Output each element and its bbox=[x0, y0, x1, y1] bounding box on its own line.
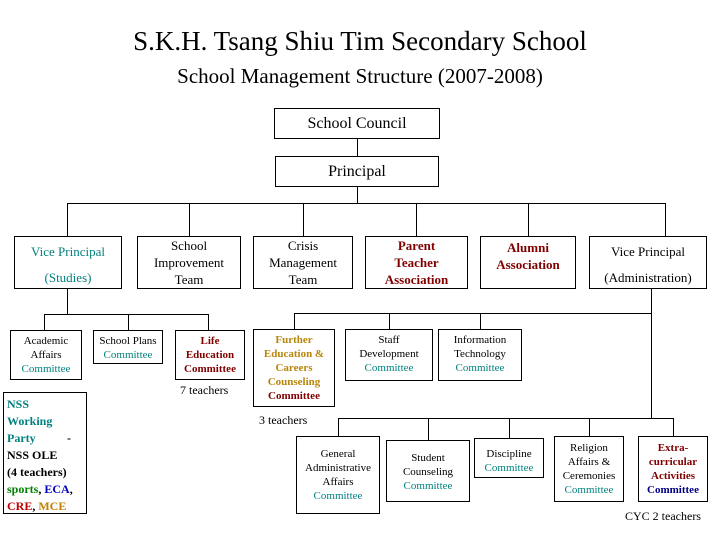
vp-studies-horizontal bbox=[44, 314, 208, 315]
nss-ole-line: NSS OLE bbox=[7, 448, 58, 462]
principal-label: Principal bbox=[328, 162, 386, 180]
alumni-label: Alumni Association bbox=[496, 240, 560, 272]
principal-box[interactable] bbox=[275, 156, 439, 187]
discipline-committee[interactable] bbox=[474, 438, 544, 478]
vp-admin-vertical bbox=[651, 289, 652, 419]
further-education-suffix: Committee bbox=[268, 390, 320, 402]
nss-teachers-line: (4 teachers) bbox=[7, 465, 67, 479]
student-counseling-committee[interactable] bbox=[386, 440, 470, 502]
nss-activities-line2 bbox=[7, 498, 83, 515]
drop-discipline bbox=[509, 418, 510, 438]
school-plans-suffix: Committee bbox=[103, 349, 153, 361]
drop-extracurricular bbox=[673, 418, 674, 436]
vp-admin-box[interactable] bbox=[589, 236, 707, 289]
school-council-box[interactable] bbox=[274, 108, 440, 139]
school-improvement-box[interactable] bbox=[137, 236, 241, 289]
life-education-suffix: Committee bbox=[184, 363, 236, 375]
further-education-label: Further Education & Careers Counseling bbox=[263, 334, 325, 388]
vp-studies-title: Vice Principal bbox=[31, 244, 105, 260]
vp-admin-title: Vice Principal bbox=[611, 244, 685, 260]
academic-affairs-committee[interactable] bbox=[10, 330, 82, 380]
nss-sep1: , bbox=[38, 482, 45, 496]
drop-staff-development bbox=[389, 313, 390, 329]
pta-label: Parent Teacher Association bbox=[384, 238, 449, 287]
alumni-box[interactable] bbox=[480, 236, 576, 289]
academic-affairs-suffix: Committee bbox=[21, 363, 71, 375]
it-label: Information Technology bbox=[453, 334, 507, 360]
level2-horizontal-line bbox=[67, 203, 665, 204]
nss-sep3: , bbox=[32, 499, 39, 513]
nss-line1: NSS bbox=[7, 397, 30, 411]
crisis-management-label: Crisis Management Team bbox=[269, 238, 337, 287]
nss-sports: sports bbox=[7, 482, 39, 496]
cyc-teachers-note: CYC 2 teachers bbox=[625, 509, 701, 523]
nss-working-party-box[interactable] bbox=[3, 392, 87, 514]
page-subtitle: School Management Structure (2007-2008) bbox=[177, 64, 543, 88]
life-education-teachers-note: 7 teachers bbox=[180, 383, 229, 397]
crisis-management-box[interactable] bbox=[253, 236, 353, 289]
vp-studies-box[interactable] bbox=[14, 236, 122, 289]
school-improvement-label: School Improvement Team bbox=[153, 238, 225, 287]
staff-development-committee[interactable] bbox=[345, 329, 433, 381]
discipline-suffix: Committee bbox=[484, 462, 534, 474]
it-committee[interactable] bbox=[438, 329, 522, 381]
drop-vp-studies bbox=[67, 203, 68, 236]
religion-committee[interactable] bbox=[554, 436, 624, 502]
pta-box[interactable] bbox=[365, 236, 468, 289]
vp-studies-drop bbox=[67, 289, 68, 314]
general-admin-label: General Administrative Affairs bbox=[305, 448, 371, 488]
extracurricular-label: Extra-curricular Activities bbox=[648, 442, 698, 482]
drop-student-counseling bbox=[428, 418, 429, 440]
nss-sep2: , bbox=[69, 482, 73, 496]
nss-line3 bbox=[7, 430, 83, 447]
life-education-committee[interactable] bbox=[175, 330, 245, 380]
general-admin-suffix: Committee bbox=[313, 490, 363, 502]
it-suffix: Committee bbox=[455, 362, 505, 374]
drop-academic bbox=[44, 314, 45, 330]
extracurricular-suffix: Committee bbox=[647, 484, 699, 496]
staff-development-label: Staff Development bbox=[359, 334, 419, 360]
drop-religion bbox=[589, 418, 590, 436]
religion-label: Religion Affairs & Ceremonies bbox=[562, 442, 616, 482]
drop-it bbox=[480, 313, 481, 329]
nss-line3-text: Party bbox=[7, 431, 36, 445]
school-plans-committee[interactable] bbox=[93, 330, 163, 364]
nss-mce: MCE bbox=[38, 499, 67, 513]
drop-pta bbox=[416, 203, 417, 236]
drop-school-improvement bbox=[189, 203, 190, 236]
drop-crisis bbox=[303, 203, 304, 236]
staff-development-suffix: Committee bbox=[364, 362, 414, 374]
religion-suffix: Committee bbox=[564, 484, 614, 496]
connector-principal-down bbox=[357, 186, 358, 204]
further-education-teachers-note: 3 teachers bbox=[259, 413, 308, 427]
discipline-label: Discipline bbox=[486, 448, 532, 460]
nss-eca: ECA bbox=[44, 482, 70, 496]
page-title: S.K.H. Tsang Shiu Tim Secondary School bbox=[133, 26, 587, 56]
academic-affairs-label: Academic Affairs bbox=[23, 335, 69, 361]
connector-council-principal bbox=[357, 139, 358, 157]
vp-studies-subtitle: (Studies) bbox=[44, 269, 92, 285]
student-counseling-label: Student Counseling bbox=[402, 452, 454, 478]
nss-cre: CRE bbox=[7, 499, 33, 513]
drop-alumni bbox=[528, 203, 529, 236]
nss-line2: Working bbox=[7, 414, 53, 428]
vp-admin-lower-horizontal bbox=[338, 418, 673, 419]
drop-further-education bbox=[294, 313, 295, 329]
nss-line3-dash: - bbox=[67, 431, 71, 445]
general-admin-committee[interactable] bbox=[296, 436, 380, 514]
drop-general-admin bbox=[338, 418, 339, 436]
nss-activities-line1 bbox=[7, 481, 83, 498]
drop-life-education bbox=[208, 314, 209, 330]
school-plans-label: School Plans bbox=[99, 335, 157, 347]
student-counseling-suffix: Committee bbox=[403, 480, 453, 492]
extracurricular-committee[interactable] bbox=[638, 436, 708, 502]
vp-admin-subtitle: (Administration) bbox=[604, 269, 692, 285]
life-education-label: Life Education bbox=[185, 335, 235, 361]
school-council-label: School Council bbox=[307, 114, 407, 132]
vp-admin-upper-horizontal bbox=[294, 313, 651, 314]
drop-vp-admin bbox=[665, 203, 666, 236]
drop-school-plans bbox=[128, 314, 129, 330]
further-education-committee[interactable] bbox=[253, 329, 335, 407]
